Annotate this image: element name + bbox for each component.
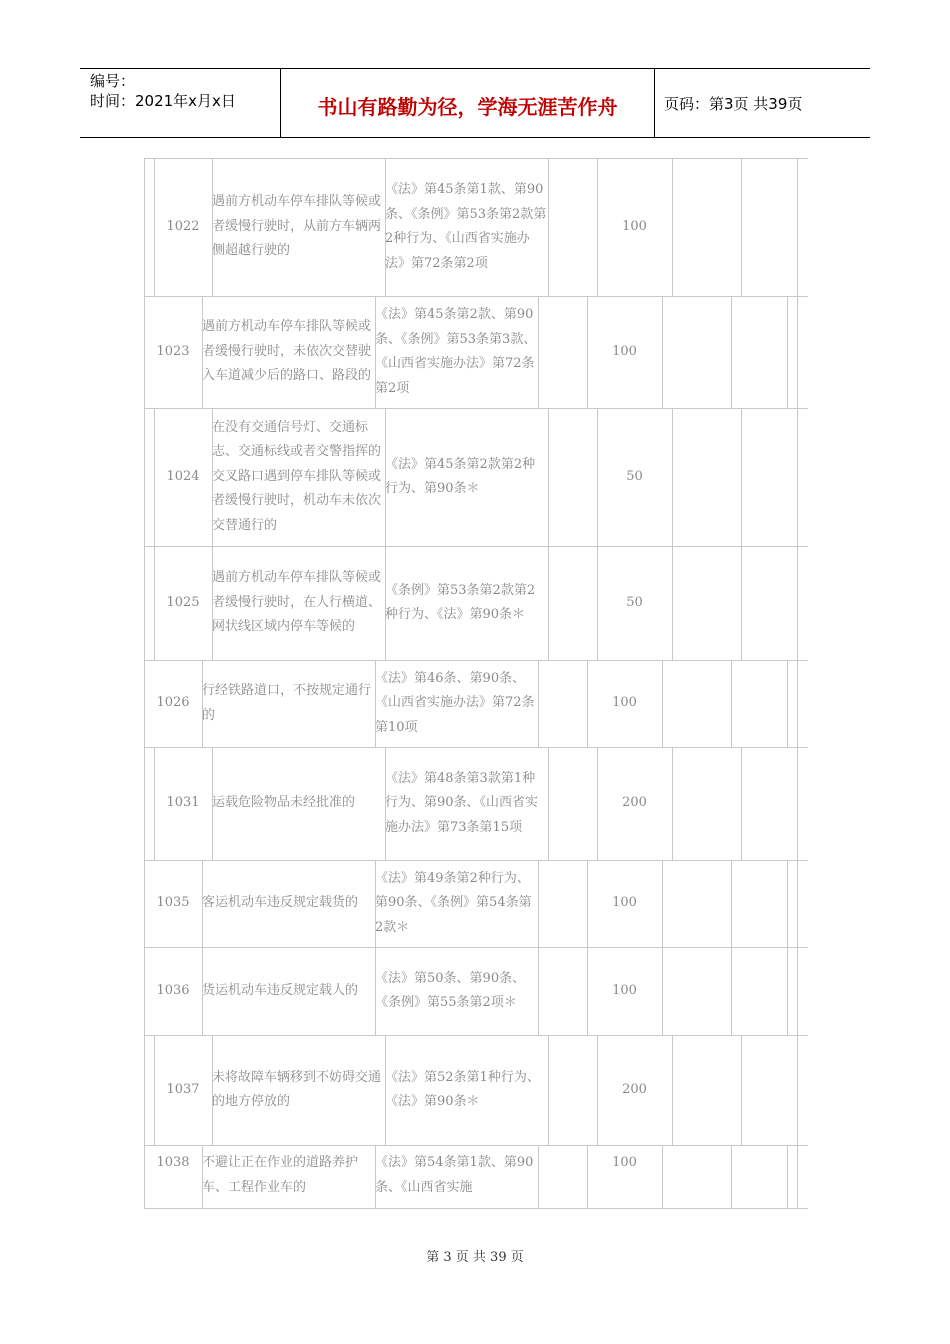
page-footer: 第 3 页 共 39 页 <box>426 1250 524 1265</box>
legal-basis: 《法》第52条第1种行为、《法》第90条＊ <box>385 1069 540 1109</box>
cell-border <box>662 947 663 1035</box>
row-border <box>144 408 808 409</box>
fine-amount: 100 <box>612 343 637 359</box>
violation-description: 遇前方机动车停车排队等候或者缓慢行驶时，从前方车辆两侧超越行驶的 <box>212 194 382 258</box>
cell-border <box>797 1145 798 1208</box>
cell-border <box>797 546 798 660</box>
legal-basis: 《法》第45条第2款第2种行为、第90条＊ <box>385 456 536 496</box>
cell-border <box>538 660 539 747</box>
fine-amount: 50 <box>626 594 643 610</box>
table-row <box>144 546 808 660</box>
cell-border <box>662 1145 663 1208</box>
table-row <box>144 408 808 546</box>
violation-code: 1031 <box>166 795 200 810</box>
header-motto: 书山有路勤为径，学海无涯苦作舟 <box>317 95 618 119</box>
violation-description: 遇前方机动车停车排队等候或者缓慢行驶时，未依次交替驶入车道减少后的路口、路段的 <box>202 319 372 383</box>
violation-description: 不避让正在作业的道路养护车、工程作业车的 <box>202 1155 359 1195</box>
cell-border <box>144 546 145 660</box>
cell-border <box>731 660 732 747</box>
cell-border <box>797 947 798 1035</box>
header-motto-box <box>280 69 655 137</box>
row-border <box>144 1208 808 1209</box>
legal-basis: 《条例》第53条第2款第2种行为、《法》第90条＊ <box>385 582 536 622</box>
cell-border <box>731 947 732 1035</box>
row-border <box>144 747 808 748</box>
cell-border <box>797 660 798 747</box>
legal-basis: 《法》第45条第1款、第90条、《条例》第53条第2款第2种行为、《山西省实施办法》第72条第2项 <box>385 182 547 271</box>
legal-basis: 《法》第50条、第90条、《条例》第55条第2项＊ <box>375 970 526 1010</box>
cell-border <box>548 546 549 660</box>
row-border <box>144 546 808 547</box>
violation-description: 在没有交通信号灯、交通标志、交通标线或者交警指挥的交叉路口遇到停车排队等候或者缓慢行驶时，机动车未依次交替通行的 <box>212 419 382 533</box>
cell-border <box>538 947 539 1035</box>
cell-border <box>787 296 788 408</box>
legal-basis: 《法》第46条、第90条、《山西省实施办法》第72条第10项 <box>375 670 535 735</box>
violation-code: 1024 <box>166 468 200 484</box>
cell-border <box>672 1035 673 1145</box>
cell-border <box>548 747 549 860</box>
cell-border <box>731 860 732 947</box>
cell-border <box>797 408 798 546</box>
violation-code: 1026 <box>156 695 190 710</box>
table-row <box>144 747 808 860</box>
cell-border <box>741 408 742 546</box>
cell-border <box>538 860 539 947</box>
cell-border <box>672 408 673 546</box>
violation-description: 行经铁路道口，不按规定通行的 <box>202 683 372 723</box>
row-border <box>144 947 808 948</box>
legal-basis: 《法》第49条第2种行为、第90条、《条例》第54条第2款＊ <box>375 870 532 935</box>
cell-border <box>548 158 549 296</box>
fine-amount: 100 <box>612 895 637 910</box>
violation-description: 运载危险物品未经批准的 <box>212 795 356 810</box>
cell-border <box>672 546 673 660</box>
cell-border <box>548 1035 549 1145</box>
fine-amount: 200 <box>622 1081 647 1097</box>
legal-basis: 《法》第45条第2款、第90条、《条例》第53条第3款、《山西省实施办法》第72条第2项 <box>375 307 537 396</box>
cell-border <box>787 660 788 747</box>
fine-amount: 100 <box>612 695 637 710</box>
cell-border <box>741 1035 742 1145</box>
cell-border <box>731 1145 732 1208</box>
violation-description: 遇前方机动车停车排队等候或者缓慢行驶时，在人行横道、网状线区域内停车等候的 <box>212 570 382 634</box>
cell-border <box>144 747 145 860</box>
cell-border <box>538 1145 539 1208</box>
header-page-box <box>654 69 870 137</box>
cell-border <box>797 860 798 947</box>
cell-border <box>741 747 742 860</box>
cell-border <box>741 546 742 660</box>
cell-border <box>672 747 673 860</box>
cell-border <box>787 947 788 1035</box>
cell-border <box>538 296 539 408</box>
cell-border <box>144 158 145 296</box>
row-border <box>144 1035 808 1036</box>
cell-border <box>797 296 798 408</box>
violation-description: 货运机动车违反规定载人的 <box>202 982 359 998</box>
table-row <box>144 158 808 296</box>
cell-border <box>662 660 663 747</box>
fine-amount: 50 <box>626 468 643 484</box>
cell-border <box>787 1145 788 1208</box>
cell-border <box>731 296 732 408</box>
violation-description: 客运机动车违反规定载货的 <box>202 895 359 910</box>
table-row <box>144 860 808 947</box>
cell-border <box>662 860 663 947</box>
legal-basis: 《法》第48条第3款第1种行为、第90条、《山西省实施办法》第73条第15项 <box>385 770 539 835</box>
cell-border <box>797 747 798 860</box>
fine-amount: 100 <box>612 1155 637 1170</box>
table-row <box>144 1035 808 1145</box>
table-row <box>144 296 808 408</box>
violation-code: 1035 <box>156 895 190 910</box>
violation-code: 1025 <box>166 594 200 610</box>
header-page-info: 页码：第3页 共39页 <box>664 95 803 113</box>
fine-amount: 100 <box>622 218 647 234</box>
legal-basis: 《法》第54条第1款、第90条、《山西省实施 <box>375 1155 534 1195</box>
header-code-label: 编号： <box>90 72 136 90</box>
violation-description: 未将故障车辆移到不妨碍交通的地方停放的 <box>212 1069 382 1109</box>
violation-code: 1036 <box>156 982 190 998</box>
row-border <box>144 158 808 159</box>
cell-border <box>144 408 145 546</box>
row-border <box>144 1145 808 1146</box>
table-row <box>144 947 808 1035</box>
fine-amount: 200 <box>622 795 647 810</box>
table-row <box>144 660 808 747</box>
header-meta <box>80 69 280 137</box>
violation-code: 1022 <box>166 218 200 234</box>
violation-code: 1023 <box>156 343 190 359</box>
cell-border <box>672 158 673 296</box>
fine-amount: 100 <box>612 982 637 998</box>
cell-border <box>741 158 742 296</box>
cell-border <box>797 1035 798 1145</box>
header-time: 时间：2021年x月x日 <box>90 92 236 110</box>
row-border <box>144 860 808 861</box>
cell-border <box>548 408 549 546</box>
violation-code: 1038 <box>156 1155 190 1170</box>
row-border <box>144 296 808 297</box>
cell-border <box>797 158 798 296</box>
cell-border <box>787 860 788 947</box>
cell-border <box>662 296 663 408</box>
page-header <box>80 68 870 138</box>
violation-code: 1037 <box>166 1081 200 1097</box>
table-row <box>144 1145 808 1208</box>
cell-border <box>144 1035 145 1145</box>
row-border <box>144 660 808 661</box>
